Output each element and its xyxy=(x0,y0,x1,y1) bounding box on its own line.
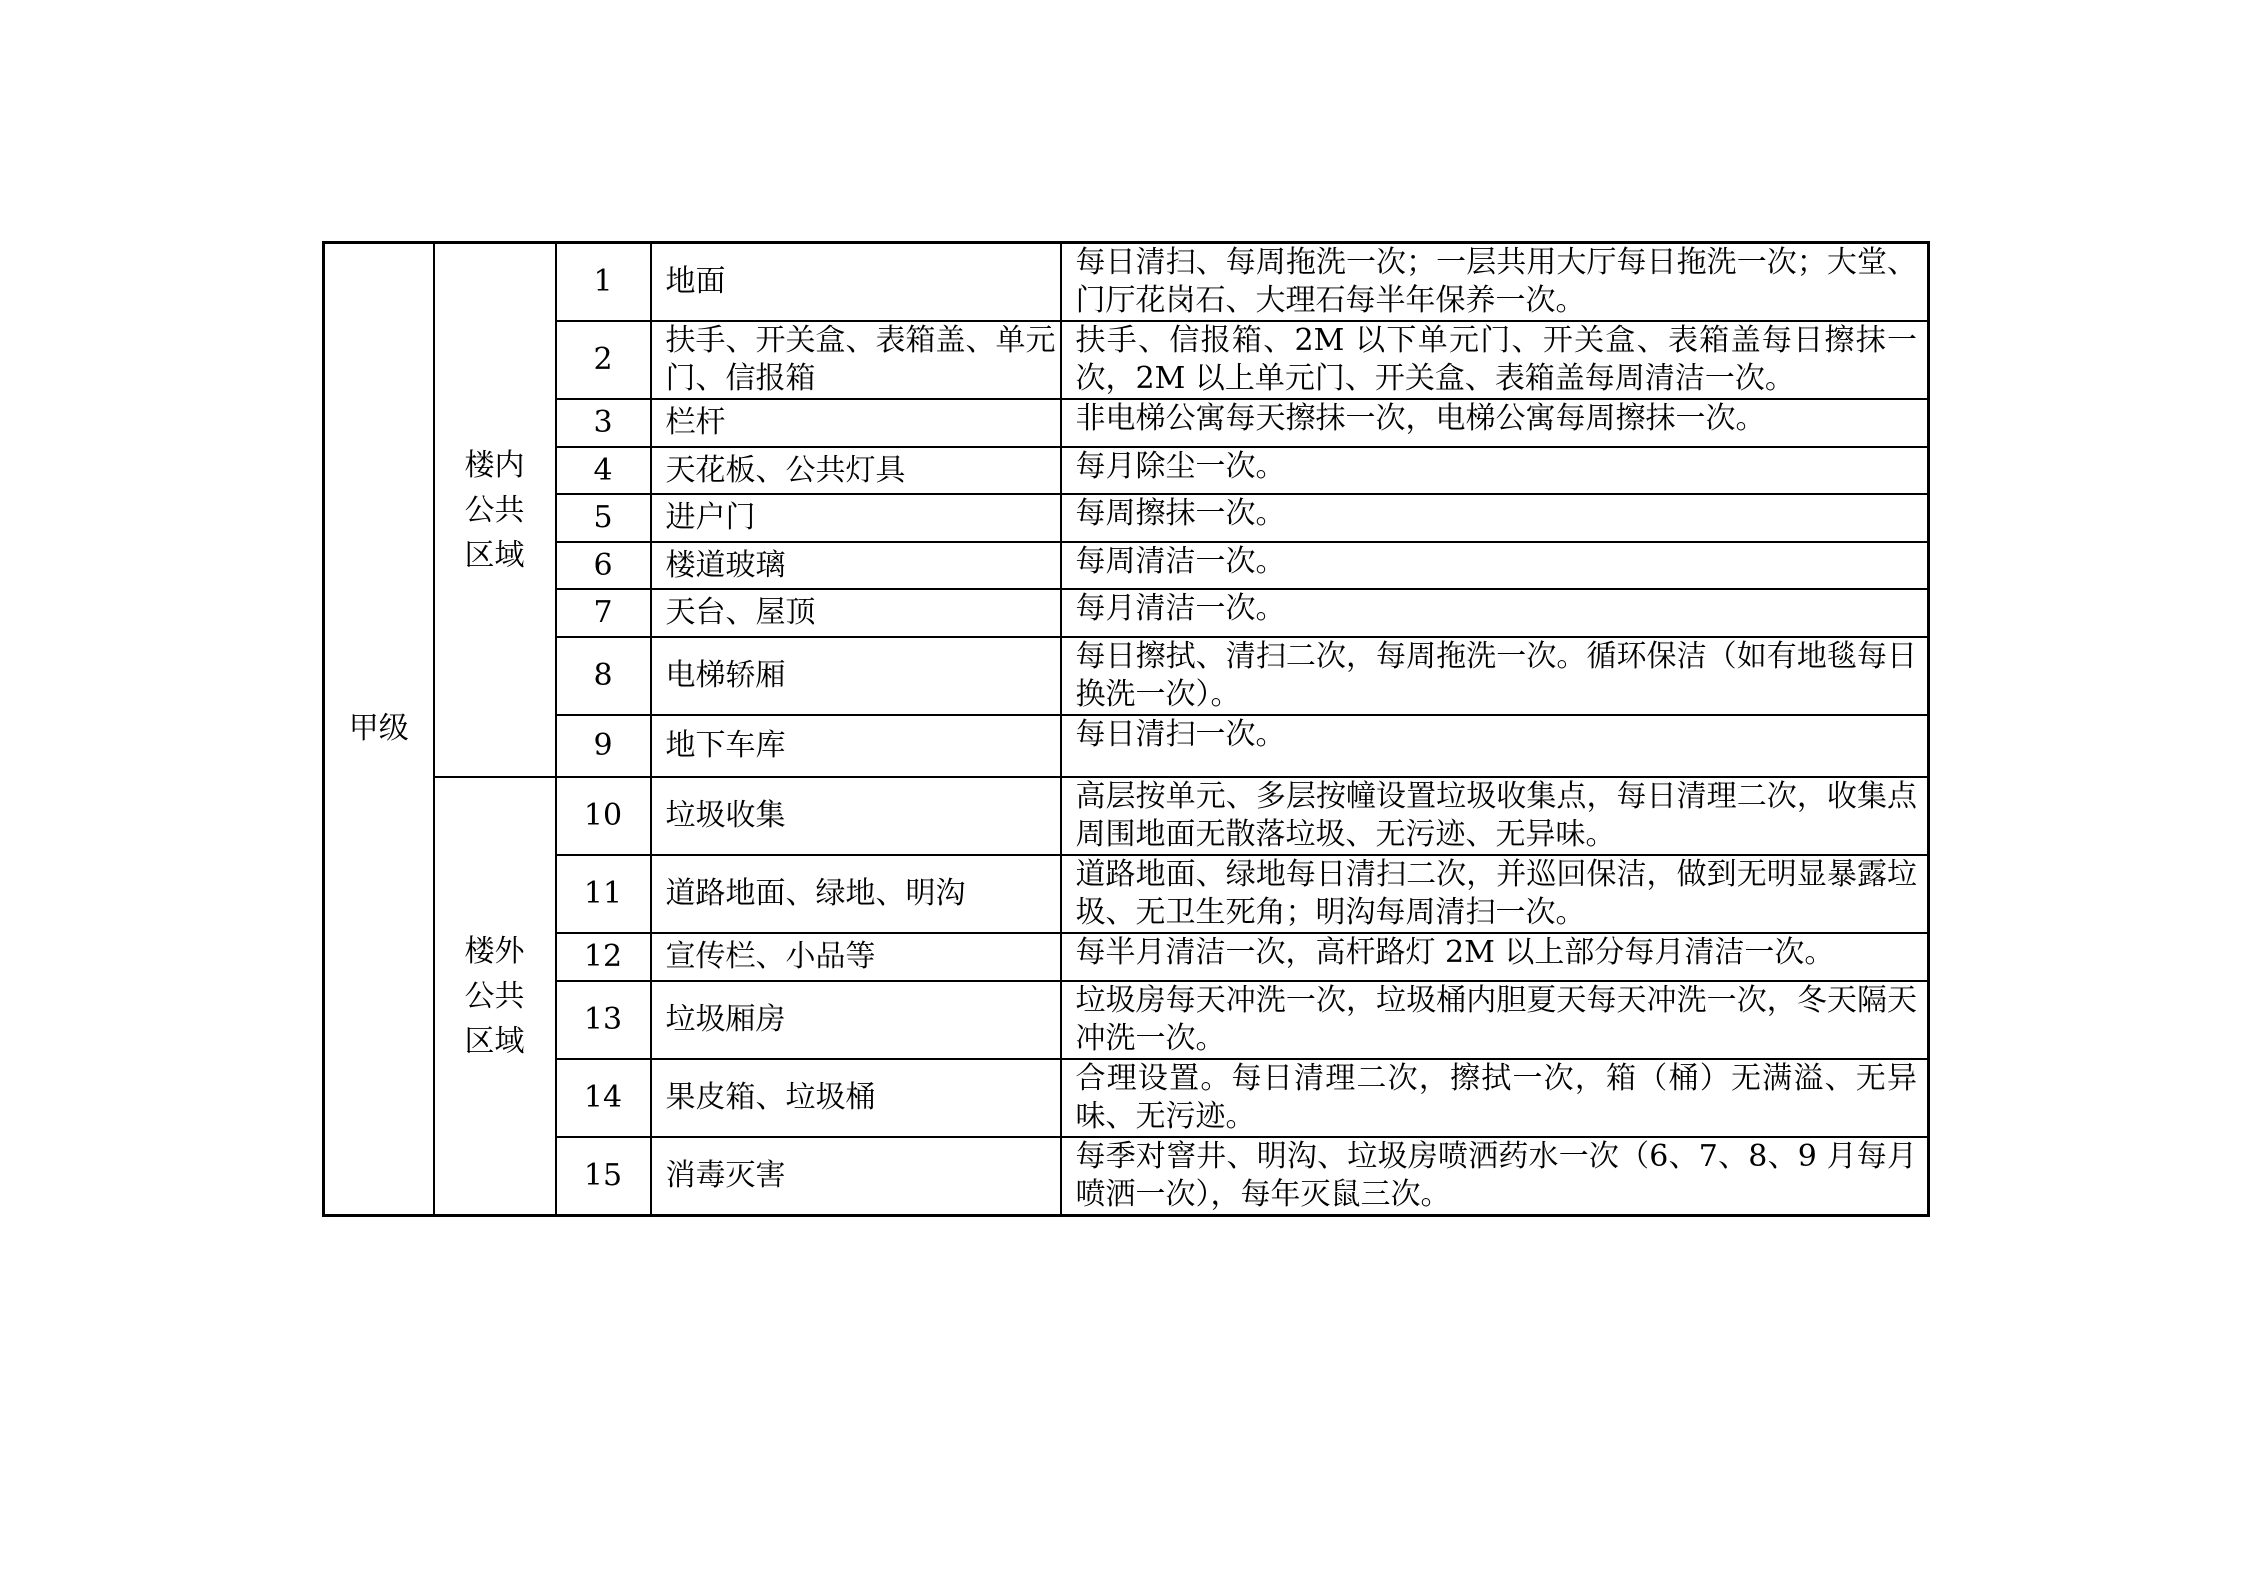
item-name: 果皮箱、垃圾桶 xyxy=(651,1059,1061,1137)
item-name: 宣传栏、小品等 xyxy=(651,933,1061,981)
table-row xyxy=(324,321,1929,399)
cleaning-standard: 每周清洁一次。 xyxy=(1061,542,1929,589)
table-row xyxy=(324,243,1929,322)
row-number: 15 xyxy=(556,1137,651,1216)
item-name: 进户门 xyxy=(651,494,1061,542)
area-label-line: 公共 xyxy=(464,492,525,528)
row-number: 9 xyxy=(556,715,651,777)
row-number: 5 xyxy=(556,494,651,542)
row-number: 3 xyxy=(556,399,651,447)
row-number: 11 xyxy=(556,855,651,933)
item-name: 消毒灭害 xyxy=(651,1137,1061,1216)
table-row xyxy=(324,589,1929,637)
row-number: 2 xyxy=(556,321,651,399)
table-row xyxy=(324,399,1929,447)
row-number: 7 xyxy=(556,589,651,637)
area-label-line: 楼内 xyxy=(464,447,525,483)
cleaning-standard: 每半月清洁一次，高杆路灯 2M 以上部分每月清洁一次。 xyxy=(1061,933,1929,981)
item-name: 道路地面、绿地、明沟 xyxy=(651,855,1061,933)
row-number: 12 xyxy=(556,933,651,981)
area-label-line: 公共 xyxy=(464,978,525,1014)
table-row xyxy=(324,777,1929,855)
cleaning-standard: 扶手、信报箱、2M 以下单元门、开关盒、表箱盖每日擦抹一次，2M 以上单元门、开关盒、表箱盖每周清洁一次。 xyxy=(1061,321,1929,399)
row-number: 4 xyxy=(556,447,651,494)
table-body xyxy=(324,243,1929,1216)
row-number: 8 xyxy=(556,637,651,715)
table-row xyxy=(324,447,1929,494)
cleaning-standard: 每季对窨井、明沟、垃圾房喷洒药水一次（6、7、8、9 月每月喷洒一次），每年灭鼠三次。 xyxy=(1061,1137,1929,1216)
cleaning-standard: 每周擦抹一次。 xyxy=(1061,494,1929,542)
cleaning-standard: 合理设置。每日清理二次，擦拭一次，箱（桶）无满溢、无异味、无污迹。 xyxy=(1061,1059,1929,1137)
table-row xyxy=(324,637,1929,715)
cleaning-standard: 每月除尘一次。 xyxy=(1061,447,1929,494)
item-name: 天花板、公共灯具 xyxy=(651,447,1061,494)
item-name: 垃圾厢房 xyxy=(651,981,1061,1059)
table-row xyxy=(324,933,1929,981)
cleaning-standard: 每日清扫、每周拖洗一次；一层共用大厅每日拖洗一次；大堂、门厅花岗石、大理石每半年保养一次。 xyxy=(1061,243,1929,322)
table-row xyxy=(324,715,1929,777)
row-number: 6 xyxy=(556,542,651,589)
grade-cell: 甲级 xyxy=(324,243,434,1216)
area-label-line: 区域 xyxy=(464,537,525,573)
row-number: 10 xyxy=(556,777,651,855)
table-row xyxy=(324,855,1929,933)
item-name: 天台、屋顶 xyxy=(651,589,1061,637)
item-name: 地面 xyxy=(651,243,1061,322)
table-row xyxy=(324,981,1929,1059)
table-row xyxy=(324,1059,1929,1137)
area-label-line: 区域 xyxy=(464,1023,525,1059)
item-name: 垃圾收集 xyxy=(651,777,1061,855)
cleaning-standard: 每月清洁一次。 xyxy=(1061,589,1929,637)
area-label-line: 楼外 xyxy=(464,933,525,969)
item-name: 地下车库 xyxy=(651,715,1061,777)
table-row xyxy=(324,542,1929,589)
cleaning-standard: 每日清扫一次。 xyxy=(1061,715,1929,777)
row-number: 13 xyxy=(556,981,651,1059)
item-name: 栏杆 xyxy=(651,399,1061,447)
table-row xyxy=(324,1137,1929,1216)
cleaning-standard: 高层按单元、多层按幢设置垃圾收集点，每日清理二次，收集点周围地面无散落垃圾、无污迹、无异味。 xyxy=(1061,777,1929,855)
cleaning-standards-table xyxy=(322,241,1930,1217)
row-number: 14 xyxy=(556,1059,651,1137)
area-cell-outdoor xyxy=(434,777,556,1216)
row-number: 1 xyxy=(556,243,651,322)
item-name: 楼道玻璃 xyxy=(651,542,1061,589)
cleaning-standard: 垃圾房每天冲洗一次，垃圾桶内胆夏天每天冲洗一次，冬天隔天冲洗一次。 xyxy=(1061,981,1929,1059)
cleaning-standard: 非电梯公寓每天擦抹一次，电梯公寓每周擦抹一次。 xyxy=(1061,399,1929,447)
table-row xyxy=(324,494,1929,542)
cleaning-standard: 每日擦拭、清扫二次，每周拖洗一次。循环保洁（如有地毯每日换洗一次）。 xyxy=(1061,637,1929,715)
item-name: 电梯轿厢 xyxy=(651,637,1061,715)
cleaning-standard: 道路地面、绿地每日清扫二次，并巡回保洁，做到无明显暴露垃圾、无卫生死角；明沟每周清扫一次。 xyxy=(1061,855,1929,933)
area-cell-indoor xyxy=(434,243,556,778)
item-name: 扶手、开关盒、表箱盖、单元门、信报箱 xyxy=(651,321,1061,399)
